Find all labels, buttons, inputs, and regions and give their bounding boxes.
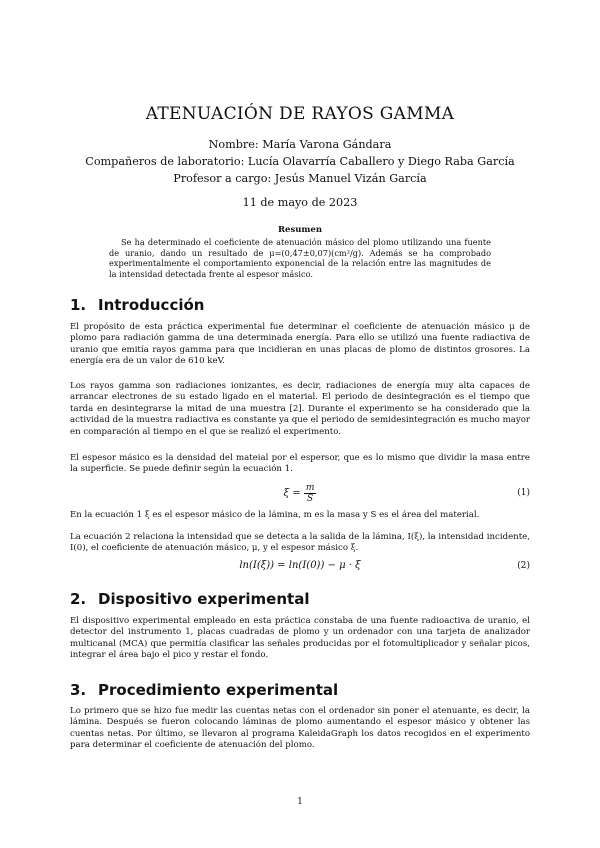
author-block <box>0 136 600 187</box>
abstract-text: Se ha determinado el coeficiente de atenuación másico del plomo utilizando una fuente de uranio, dando un resultado de μ=(0,47±0,07)(cm²/g). Además se ha comprobado experimentalmente el comportamiento exponencial de la relación entre las magnitudes de la intensidad detectada frente al espesor másico. <box>109 237 491 279</box>
fraction-denominator: S <box>307 494 314 504</box>
equation-number: (2) <box>517 561 530 571</box>
paragraph: El dispositivo experimental empleado en esta práctica constaba de una fuente radioactiva de uranio, el detector del instrumento 1, placas cuadradas de plomo y un ordenador con una tarjeta de analizador multicanal (MCA) que permitía clasificar las señales producidas por el fotomultiplicador y señalar picos, integrar el área bajo el pico y restar el fondo. <box>70 616 530 661</box>
paragraph: En la ecuación 1 ξ es el espesor másico de la lámina, m es la masa y S es el área del material. <box>70 510 480 520</box>
equation-2 <box>70 560 530 580</box>
section-title: Introducción <box>98 296 205 314</box>
equation-lhs: ξ = <box>283 488 301 499</box>
paragraph: Los rayos gamma son radiaciones ionizantes, es decir, radiaciones de energía muy alta capaces de arrancar electrones de su estado ligado en el material. El periodo de desintegración es el tiempo que tarda en desintegrarse la mitad de una muestra [2]. Durante el experimento se ha considerado que la actividad de la muestra radiactiva es constante ya que el periodo de semidesintegración es mucho mayor en comparación al tiempo en el que se realizó el experimento. <box>70 381 530 437</box>
lab-partners: Compañeros de laboratorio: Lucía Olavarría Caballero y Diego Raba García <box>85 155 515 168</box>
section-heading-dispositivo <box>70 590 309 608</box>
section-number: 3. <box>70 681 87 699</box>
section-number: 1. <box>70 296 87 314</box>
section-title: Procedimiento experimental <box>98 681 339 699</box>
section-number: 2. <box>70 590 87 608</box>
author-name: Nombre: María Varona Gándara <box>208 138 392 151</box>
page-number: 1 <box>297 797 303 807</box>
section-heading-procedimiento <box>70 681 338 699</box>
paragraph: El espesor másico es la densidad del mateial por el espersor, que es lo mismo que dividir la masa entre la superficie. Se puede definir según la ecuación 1. <box>70 453 530 475</box>
equation-expression <box>70 483 530 504</box>
professor: Profesor a cargo: Jesús Manuel Vizán García <box>173 172 427 185</box>
abstract-heading: Resumen <box>277 225 323 235</box>
fraction <box>304 483 317 504</box>
paragraph: La ecuación 2 relaciona la intensidad que se detecta a la salida de la lámina, I(ξ), la intensidad incidente, I(0), el coeficiente de atenuación másico, μ, y el espesor másico ξ. <box>70 532 530 554</box>
fraction-numerator: m <box>305 483 315 493</box>
equation-expression: ln(I(ξ)) = ln(I(0)) − μ · ξ <box>239 560 361 571</box>
paragraph: El propósito de esta práctica experimental fue determinar el coeficiente de atenuación másico μ de plomo para radiación gamma de una determinada energía. Para ello se utilizó una fuente radiactiva de uranio que emitía rayos gamma para que incidieran en unas placas de plomo de distintos grosores. La energía era de un valor de 610 keV. <box>70 322 530 367</box>
equation-1 <box>70 483 530 503</box>
section-heading-introduccion <box>70 296 204 314</box>
paper-date: 11 de mayo de 2023 <box>242 196 358 209</box>
paper-title: ATENUACIÓN DE RAYOS GAMMA <box>145 104 455 124</box>
equation-number: (1) <box>517 488 530 498</box>
paragraph: Lo primero que se hizo fue medir las cuentas netas con el ordenador sin poner el atenuante, es decir, la lámina. Después se fueron colocando láminas de plomo aumentando el espesor másico y obtener las cuentas netas. Por último, se llevaron al programa KaleidaGraph los datos recogidos en el experimento para determinar el coeficiente de atenuación del plomo. <box>70 706 530 751</box>
section-title: Dispositivo experimental <box>98 590 310 608</box>
